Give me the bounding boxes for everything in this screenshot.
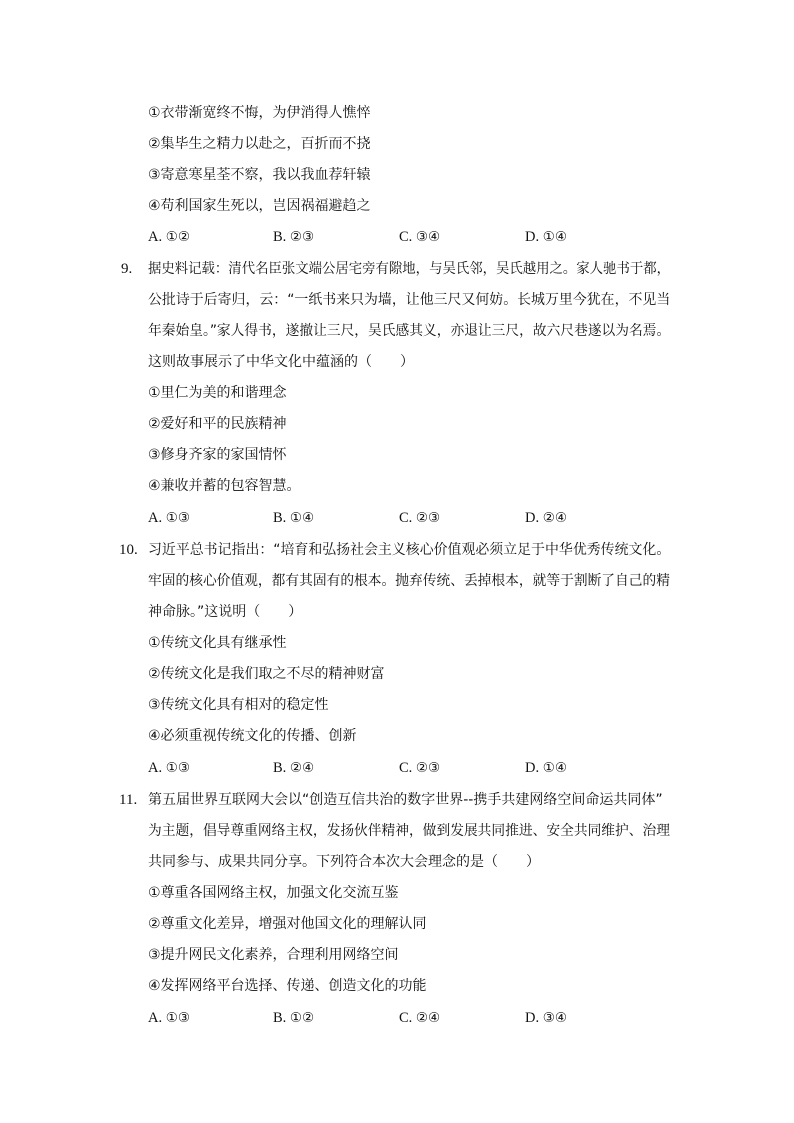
option-letter: A. [148, 1010, 163, 1026]
q9-number: 9. [121, 261, 133, 277]
q11-option-c[interactable] [399, 1008, 440, 1028]
q10-option-d[interactable] [525, 758, 567, 778]
q10-item-3: ③传统文化具有相对的稳定性 [148, 697, 329, 713]
q9-stem-line-2: 公批诗于后寄归，云：“一纸书来只为墙，让他三尺又何妨。长城万里今犹在，不见当 [148, 292, 671, 308]
q9-option-d[interactable] [525, 508, 567, 528]
q8-item-2: ②集毕生之精力以赴之，百折而不挠 [148, 136, 371, 152]
q8-option-b[interactable] [273, 227, 314, 247]
q11-item-1: ①尊重各国网络主权，加强文化交流互鉴 [148, 885, 399, 901]
q10-number: 10. [119, 542, 138, 558]
q9-stem-line-3: 年秦始皇。”家人得书，遂撤让三尺，吴氏感其义，亦退让三尺，故六尺巷遂以为名焉。 [148, 323, 671, 339]
q8-item-3: ③寄意寒星荃不察，我以我血荐轩辕 [148, 167, 371, 183]
option-letter: B. [273, 1010, 287, 1026]
option-text: ②③ [415, 760, 441, 776]
q8-option-d[interactable] [525, 227, 567, 247]
option-letter: A. [148, 229, 163, 245]
q11-number: 11. [119, 792, 138, 808]
q10-option-b[interactable] [273, 758, 314, 778]
option-letter: C. [399, 229, 413, 245]
q11-item-4: ④发挥网络平台选择、传递、创造文化的功能 [148, 978, 427, 994]
q9-stem-line-1: 据史料记载：清代名臣张文端公居宅旁有隙地，与吴氏邻，吴氏越用之。家人驰书于都， [148, 261, 670, 277]
q10-stem-line-1: 习近平总书记指出：“培育和弘扬社会主义核心价值观必须立足于中华优秀传统文化。 [148, 542, 671, 558]
q9-item-3: ③修身齐家的家国情怀 [148, 447, 287, 463]
option-text: ①④ [542, 760, 567, 776]
option-letter: C. [399, 1010, 413, 1026]
q9-option-c[interactable] [399, 508, 440, 528]
q9-stem-line-4: 这则故事展示了中华文化中蕴涵的（ ） [148, 354, 414, 370]
option-text: ③④ [415, 229, 441, 245]
q9-option-b[interactable] [273, 508, 314, 528]
q8-option-a[interactable] [148, 227, 190, 247]
option-text: ①② [165, 229, 190, 245]
q9-item-1: ①里仁为美的和谐理念 [148, 385, 287, 401]
option-letter: C. [399, 760, 413, 776]
option-text: ②④ [415, 1010, 441, 1026]
q9-item-2: ②爱好和平的民族精神 [148, 416, 287, 432]
option-text: ②③ [289, 229, 315, 245]
q11-item-3: ③提升网民文化素养，合理利用网络空间 [148, 947, 399, 963]
q10-stem-line-2: 牢固的核心价值观，都有其固有的根本。抛弃传统、丢掉根本，就等于割断了自己的精 [148, 573, 670, 589]
option-letter: D. [525, 229, 540, 245]
q10-item-4: ④必须重视传统文化的传播、创新 [148, 728, 357, 744]
q11-option-b[interactable] [273, 1008, 314, 1028]
q9-option-a[interactable] [148, 508, 190, 528]
option-text: ②④ [542, 510, 567, 526]
option-text: ②③ [415, 510, 441, 526]
option-letter: A. [148, 510, 163, 526]
q11-stem-line-1: 第五届世界互联网大会以“创造互信共治的数字世界--携手共建网络空间命运共同体” [148, 792, 663, 808]
q10-item-2: ②传统文化是我们取之不尽的精神财富 [148, 666, 385, 682]
q11-stem-line-2: 为主题，倡导尊重网络主权，发扬伙伴精神，做到发展共同推进、安全共同维护、治理 [148, 823, 670, 839]
option-text: ①④ [542, 229, 567, 245]
q10-option-c[interactable] [399, 758, 440, 778]
option-letter: D. [525, 760, 540, 776]
q8-item-1: ①衣带渐宽终不悔，为伊消得人憔悴 [148, 105, 371, 121]
q11-item-2: ②尊重文化差异，增强对他国文化的理解认同 [148, 916, 427, 932]
option-letter: D. [525, 510, 540, 526]
q11-option-d[interactable] [525, 1008, 567, 1028]
option-letter: C. [399, 510, 413, 526]
q10-item-1: ①传统文化具有继承性 [148, 635, 287, 651]
q11-option-a[interactable] [148, 1008, 190, 1028]
q8-item-4: ④苟利国家生死以，岂因祸福避趋之 [148, 198, 371, 214]
option-text: ①③ [165, 510, 190, 526]
q9-item-4: ④兼收并蓄的包容智慧。 [148, 478, 301, 494]
option-letter: B. [273, 760, 287, 776]
option-text: ②④ [289, 760, 315, 776]
option-text: ①④ [289, 510, 315, 526]
q10-option-a[interactable] [148, 758, 190, 778]
option-text: ①③ [165, 1010, 190, 1026]
option-text: ①② [289, 1010, 315, 1026]
option-letter: B. [273, 229, 287, 245]
option-letter: A. [148, 760, 163, 776]
option-text: ③④ [542, 1010, 567, 1026]
option-letter: D. [525, 1010, 540, 1026]
q10-stem-line-3: 神命脉。”这说明（ ） [148, 604, 303, 620]
q8-option-c[interactable] [399, 227, 440, 247]
option-text: ①③ [165, 760, 190, 776]
q11-stem-line-3: 共同参与、成果共同分享。下列符合本次大会理念的是（ ） [148, 854, 540, 870]
option-letter: B. [273, 510, 287, 526]
